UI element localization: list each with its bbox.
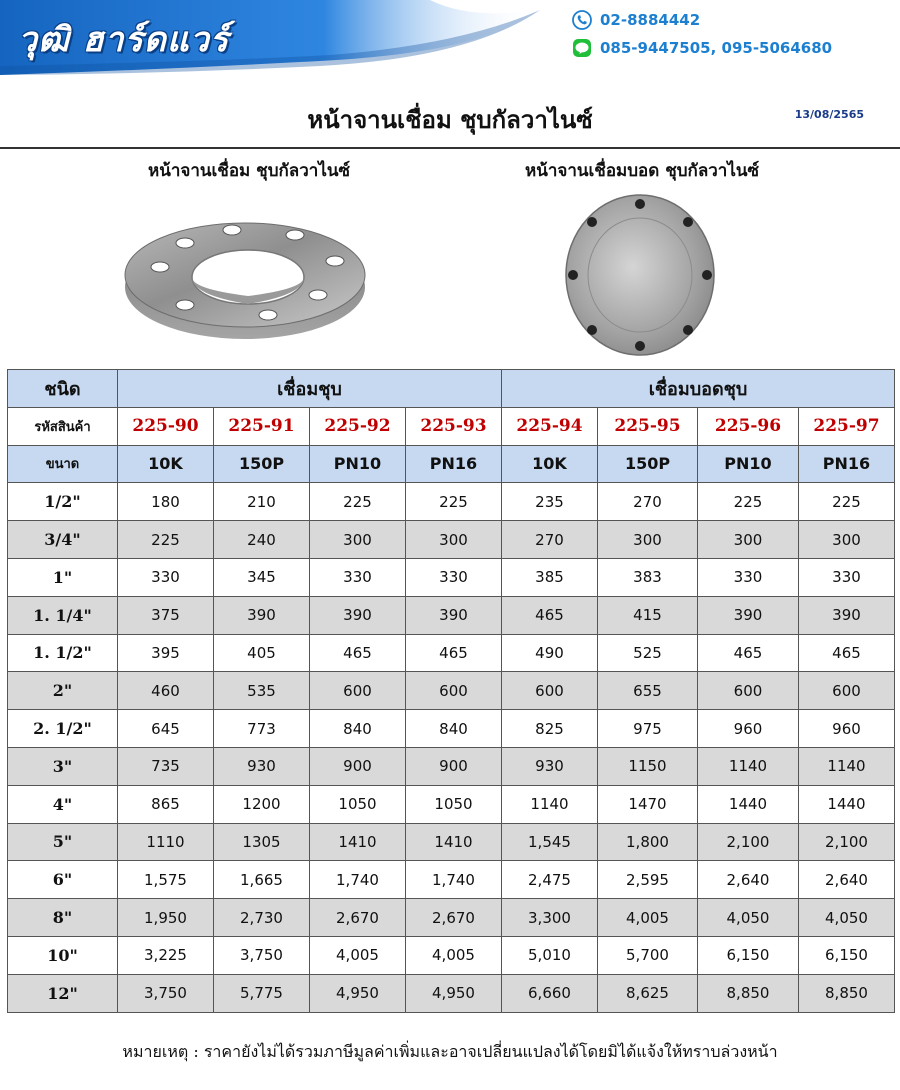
price-cell: 2,640 (799, 861, 895, 899)
price-cell: 4,050 (799, 899, 895, 937)
spec-row (8, 445, 895, 483)
document-date: 13/08/2565 (794, 108, 864, 121)
spec-header: 10K (118, 445, 214, 483)
price-cell: 975 (598, 710, 698, 748)
size-cell: 8" (8, 899, 118, 937)
line-numbers: 085-9447505, 095-5064680 (600, 39, 833, 57)
spec-header: PN16 (799, 445, 895, 483)
price-cell: 3,225 (118, 936, 214, 974)
price-cell: 600 (310, 672, 406, 710)
product-code: 225-93 (406, 407, 502, 445)
price-cell: 735 (118, 747, 214, 785)
price-cell: 383 (598, 558, 698, 596)
size-label: ขนาด (8, 445, 118, 483)
price-cell: 465 (698, 634, 799, 672)
price-cell: 4,005 (406, 936, 502, 974)
price-cell: 415 (598, 596, 698, 634)
price-cell: 1,545 (502, 823, 598, 861)
table-row (8, 785, 895, 823)
spec-header: 10K (502, 445, 598, 483)
group-weld-galvanized: เชื่อมชุบ (118, 370, 502, 408)
spec-header: 150P (214, 445, 310, 483)
price-cell: 1140 (502, 785, 598, 823)
price-cell: 8,850 (799, 974, 895, 1012)
weld-flange-image (120, 215, 370, 344)
price-cell: 960 (799, 710, 895, 748)
price-cell: 1110 (118, 823, 214, 861)
price-cell: 395 (118, 634, 214, 672)
product-code: 225-97 (799, 407, 895, 445)
price-cell: 240 (214, 521, 310, 559)
price-cell: 1050 (310, 785, 406, 823)
price-cell: 1140 (799, 747, 895, 785)
contact-line[interactable] (572, 38, 832, 58)
price-cell: 2,640 (698, 861, 799, 899)
price-cell: 3,750 (118, 974, 214, 1012)
price-cell: 1410 (406, 823, 502, 861)
price-cell: 4,950 (406, 974, 502, 1012)
price-cell: 600 (502, 672, 598, 710)
price-cell: 1470 (598, 785, 698, 823)
price-cell: 465 (799, 634, 895, 672)
size-cell: 6" (8, 861, 118, 899)
price-cell: 1,740 (406, 861, 502, 899)
price-cell: 1200 (214, 785, 310, 823)
size-cell: 5" (8, 823, 118, 861)
price-cell: 465 (406, 634, 502, 672)
price-cell: 1050 (406, 785, 502, 823)
price-cell: 1305 (214, 823, 310, 861)
price-cell: 900 (406, 747, 502, 785)
spec-header: PN10 (310, 445, 406, 483)
price-cell: 390 (214, 596, 310, 634)
price-cell: 330 (799, 558, 895, 596)
price-cell: 1,665 (214, 861, 310, 899)
table-row (8, 899, 895, 937)
size-cell: 2. 1/2" (8, 710, 118, 748)
size-cell: 1. 1/2" (8, 634, 118, 672)
table-row (8, 634, 895, 672)
price-cell: 600 (698, 672, 799, 710)
contact-phone[interactable] (572, 10, 700, 30)
size-cell: 4" (8, 785, 118, 823)
table-row (8, 483, 895, 521)
price-cell: 930 (502, 747, 598, 785)
price-rows (8, 483, 895, 1012)
price-cell: 2,100 (698, 823, 799, 861)
product-code: 225-94 (502, 407, 598, 445)
size-cell: 3/4" (8, 521, 118, 559)
price-cell: 865 (118, 785, 214, 823)
price-cell: 210 (214, 483, 310, 521)
price-cell: 8,850 (698, 974, 799, 1012)
table-row (8, 521, 895, 559)
spec-header: 150P (598, 445, 698, 483)
price-table (7, 369, 895, 1013)
price-cell: 8,625 (598, 974, 698, 1012)
brand-banner (0, 0, 560, 75)
size-cell: 2" (8, 672, 118, 710)
price-cell: 5,775 (214, 974, 310, 1012)
price-cell: 180 (118, 483, 214, 521)
product-caption-blind-flange: หน้าจานเชื่อมบอด ชุบกัลวาไนซ์ (525, 161, 760, 181)
price-cell: 1,575 (118, 861, 214, 899)
price-cell: 1,740 (310, 861, 406, 899)
table-row (8, 747, 895, 785)
price-cell: 375 (118, 596, 214, 634)
type-label: ชนิด (8, 370, 118, 408)
price-cell: 1140 (698, 747, 799, 785)
spec-header: PN16 (406, 445, 502, 483)
price-cell: 1150 (598, 747, 698, 785)
price-cell: 2,730 (214, 899, 310, 937)
price-cell: 3,750 (214, 936, 310, 974)
price-cell: 5,010 (502, 936, 598, 974)
table-row (8, 710, 895, 748)
price-cell: 655 (598, 672, 698, 710)
price-cell: 270 (598, 483, 698, 521)
title-divider (0, 147, 900, 149)
price-cell: 4,005 (310, 936, 406, 974)
price-cell: 390 (799, 596, 895, 634)
code-label: รหัสสินค้า (8, 407, 118, 445)
price-cell: 2,475 (502, 861, 598, 899)
product-code: 225-95 (598, 407, 698, 445)
page-title: หน้าจานเชื่อม ชุบกัลวาไนซ์ (307, 105, 593, 134)
product-code: 225-90 (118, 407, 214, 445)
price-cell: 390 (698, 596, 799, 634)
price-cell: 773 (214, 710, 310, 748)
product-code: 225-91 (214, 407, 310, 445)
blind-flange-image (560, 190, 720, 364)
price-cell: 2,100 (799, 823, 895, 861)
price-cell: 1440 (799, 785, 895, 823)
price-cell: 300 (698, 521, 799, 559)
group-header-row (8, 370, 895, 408)
price-cell: 270 (502, 521, 598, 559)
price-cell: 330 (118, 558, 214, 596)
price-cell: 2,670 (406, 899, 502, 937)
table-row (8, 861, 895, 899)
price-cell: 4,005 (598, 899, 698, 937)
price-cell: 330 (406, 558, 502, 596)
table-row (8, 596, 895, 634)
price-cell: 6,660 (502, 974, 598, 1012)
price-cell: 385 (502, 558, 598, 596)
price-cell: 5,700 (598, 936, 698, 974)
price-cell: 330 (698, 558, 799, 596)
price-cell: 300 (406, 521, 502, 559)
price-cell: 840 (310, 710, 406, 748)
price-cell: 4,950 (310, 974, 406, 1012)
price-cell: 2,595 (598, 861, 698, 899)
price-cell: 600 (406, 672, 502, 710)
size-cell: 12" (8, 974, 118, 1012)
price-cell: 225 (310, 483, 406, 521)
table-row (8, 558, 895, 596)
price-cell: 300 (799, 521, 895, 559)
price-cell: 225 (406, 483, 502, 521)
code-row (8, 407, 895, 445)
spec-header: PN10 (698, 445, 799, 483)
table-row (8, 823, 895, 861)
price-cell: 300 (598, 521, 698, 559)
line-app-icon (572, 38, 592, 58)
phone-icon (572, 10, 592, 30)
phone-number: 02-8884442 (600, 11, 701, 29)
price-cell: 1440 (698, 785, 799, 823)
price-cell: 900 (310, 747, 406, 785)
product-code: 225-92 (310, 407, 406, 445)
price-cell: 600 (799, 672, 895, 710)
product-code: 225-96 (698, 407, 799, 445)
price-cell: 4,050 (698, 899, 799, 937)
product-caption-weld-flange: หน้าจานเชื่อม ชุบกัลวาไนซ์ (148, 161, 351, 181)
price-cell: 840 (406, 710, 502, 748)
price-cell: 960 (698, 710, 799, 748)
size-cell: 1/2" (8, 483, 118, 521)
price-cell: 535 (214, 672, 310, 710)
table-row (8, 672, 895, 710)
size-cell: 1" (8, 558, 118, 596)
brand-name: วุฒิ ฮาร์ดแวร์ (18, 20, 230, 60)
price-cell: 1,950 (118, 899, 214, 937)
price-cell: 405 (214, 634, 310, 672)
price-cell: 2,670 (310, 899, 406, 937)
price-cell: 225 (799, 483, 895, 521)
group-blind-galvanized: เชื่อมบอดชุบ (502, 370, 895, 408)
price-cell: 825 (502, 710, 598, 748)
price-cell: 460 (118, 672, 214, 710)
price-cell: 525 (598, 634, 698, 672)
price-cell: 3,300 (502, 899, 598, 937)
price-cell: 490 (502, 634, 598, 672)
price-cell: 465 (502, 596, 598, 634)
price-cell: 225 (118, 521, 214, 559)
price-cell: 645 (118, 710, 214, 748)
price-cell: 390 (406, 596, 502, 634)
size-cell: 3" (8, 747, 118, 785)
price-cell: 1,800 (598, 823, 698, 861)
price-cell: 1410 (310, 823, 406, 861)
footnote: หมายเหตุ : ราคายังไม่ได้รวมภาษีมูลค่าเพิ่มและอาจเปลี่ยนแปลงได้โดยมิได้แจ้งให้ทราบล่วงหน้า (122, 1042, 778, 1061)
price-cell: 390 (310, 596, 406, 634)
price-cell: 930 (214, 747, 310, 785)
size-cell: 10" (8, 936, 118, 974)
price-cell: 225 (698, 483, 799, 521)
price-cell: 6,150 (799, 936, 895, 974)
price-cell: 6,150 (698, 936, 799, 974)
price-cell: 345 (214, 558, 310, 596)
table-row (8, 974, 895, 1012)
price-cell: 235 (502, 483, 598, 521)
table-row (8, 936, 895, 974)
price-cell: 300 (310, 521, 406, 559)
price-cell: 330 (310, 558, 406, 596)
size-cell: 1. 1/4" (8, 596, 118, 634)
price-cell: 465 (310, 634, 406, 672)
